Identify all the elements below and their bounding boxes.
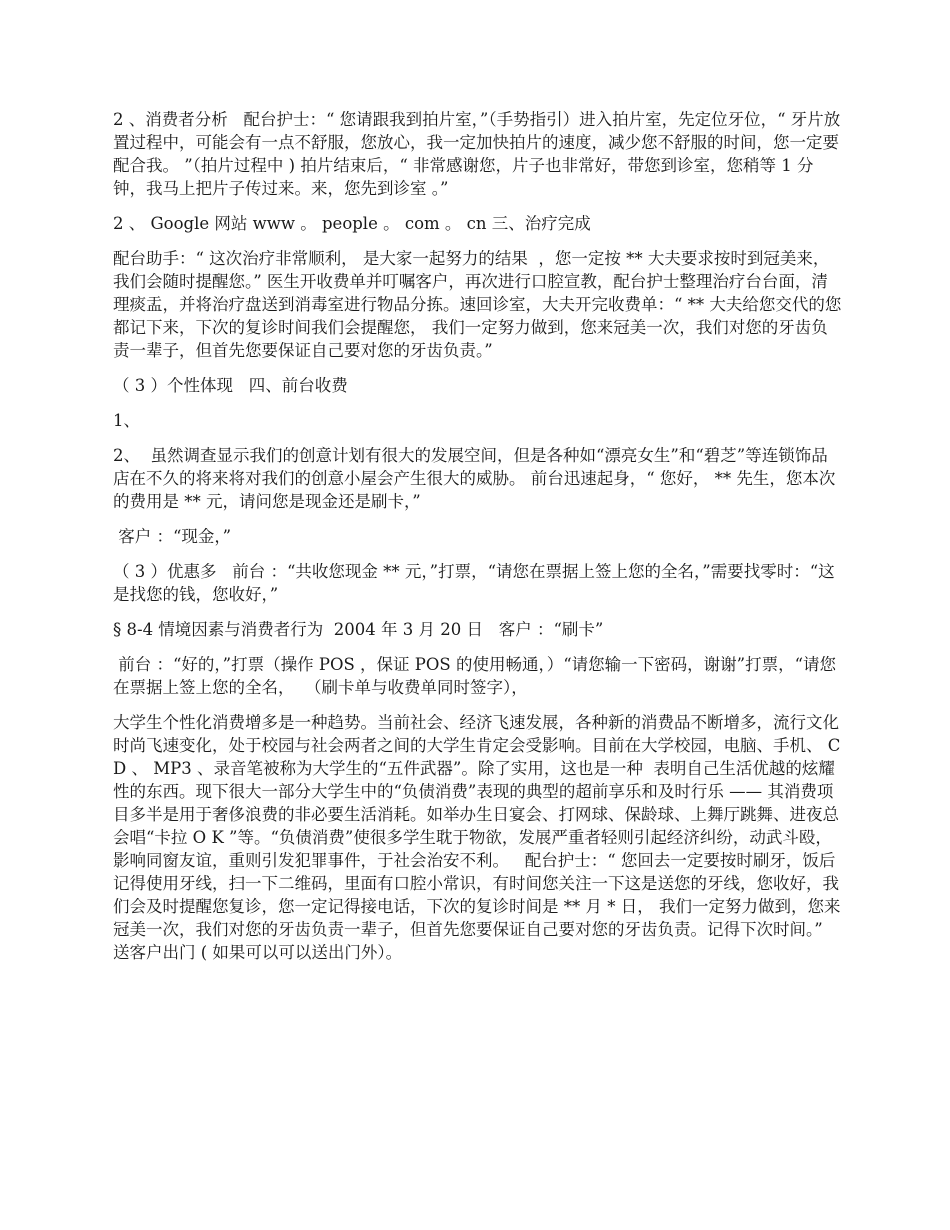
document-body [113, 108, 843, 976]
paragraph: 配台助手：“ 这次治疗非常顺利， 是大家一起努力的结果 ，您一定按 ** 大夫要求按时到冠美来，我们会随时提醒您。” 医生开收费单并叮嘱客户，再次进行口腔宣教，配台护士整理治疗台台面，清理痰盂，并将治疗盘送到消毒室进行物品分拣。速回诊室，大夫开完收费单：“ ** 大夫给您交代的您都记下来，下次的复诊时间我们会提醒您， 我们一定努力做到，您来冠美一次，我们对您的牙齿负责一辈子，但首先您要保证自己要对您的牙齿负责。” [113, 249, 842, 360]
paragraph: 2 、 Google 网站 www 。 people 。 com 。 cn 三、治疗完成 [113, 214, 591, 233]
paragraph: 前台 ：“好的，”打票（操作 POS ，保证 POS 的使用畅通，）“请您输一下密码，谢谢”打票，“请您在票据上签上您的全名， （刷卡单与收费单同时签字）， [113, 655, 837, 697]
paragraph: （ 3 ）个性体现 四、前台收费 [113, 376, 348, 395]
paragraph: 2、 虽然调查显示我们的创意计划有很大的发展空间，但是各种如“漂亮女生”和“碧芝”等连锁饰品店在不久的将来将对我们的创意小屋会产生很大的威胁。 前台迅速起身，“ 您好， ** 先生，您本次的费用是 ** 元，请问您是现金还是刷卡，” [113, 446, 836, 511]
paragraph: 客户 ：“现金，” [113, 527, 232, 546]
paragraph: （ 3 ）优惠多 前台 ：“共收您现金 ** 元，”打票，“请您在票据上签上您的全名，”需要找零时：“这是找您的钱，您收好，” [113, 562, 835, 604]
paragraph: 大学生个性化消费增多是一种趋势。当前社会、经济飞速发展，各种新的消费品不断增多，流行文化时尚飞速变化，处于校园与社会两者之间的大学生肯定会受影响。目前在大学校园，电脑、手机、 CD 、 MP3 、录音笔被称为大学生的“五件武器”。除了实用，这也是一种 表明自己生活优越的炫耀性的东西。现下很大一部分大学生中的“负债消费”表现的典型的超前享乐和及时行乐 —— 其消费项目多半是用于奢侈浪费的非必要生活消耗。如举办生日宴会、打网球、保龄球、上舞厅跳舞、进夜总会唱“卡拉 O K ”等。“负债消费”使很多学生耽于物欲，发展严重者轻则引起经济纠纷，动武斗殴，影响同窗友谊，重则引发犯罪事件，于社会治安不利。 配台护士：“ 您回去一定要按时刷牙，饭后记得使用牙线，扫一下二维码，里面有口腔小常识，有时间您关注一下这是送您的牙线，您收好，我们会及时提醒您复诊，您一定记得接电话，下次的复诊时间是 ** 月 * 日， 我们一定努力做到，您来冠美一次，我们对您的牙齿负责一辈子，但首先您要保证自己要对您的牙齿负责。记得下次时间。” 送客户出门 ( 如果可以可以送出门外）。 [113, 713, 841, 962]
paragraph: 2 、消费者分析 配台护士：“ 您请跟我到拍片室，”（手势指引）进入拍片室，先定位牙位，“ 牙片放置过程中，可能会有一点不舒服，您放心，我一定加快拍片的速度，减少您不舒服的时间，您一定要配合我。 ”（拍片过程中 ) 拍片结束后，“ 非常感谢您，片子也非常好，带您到诊室，您稍等 1 分钟，我马上把片子传过来。来，您先到诊室 。” [113, 110, 841, 198]
paragraph: 1、 [113, 411, 140, 430]
paragraph: § 8-4 情境因素与消费者行为 2004 年 3 月 20 日 客户 ：“刷卡” [113, 620, 604, 639]
